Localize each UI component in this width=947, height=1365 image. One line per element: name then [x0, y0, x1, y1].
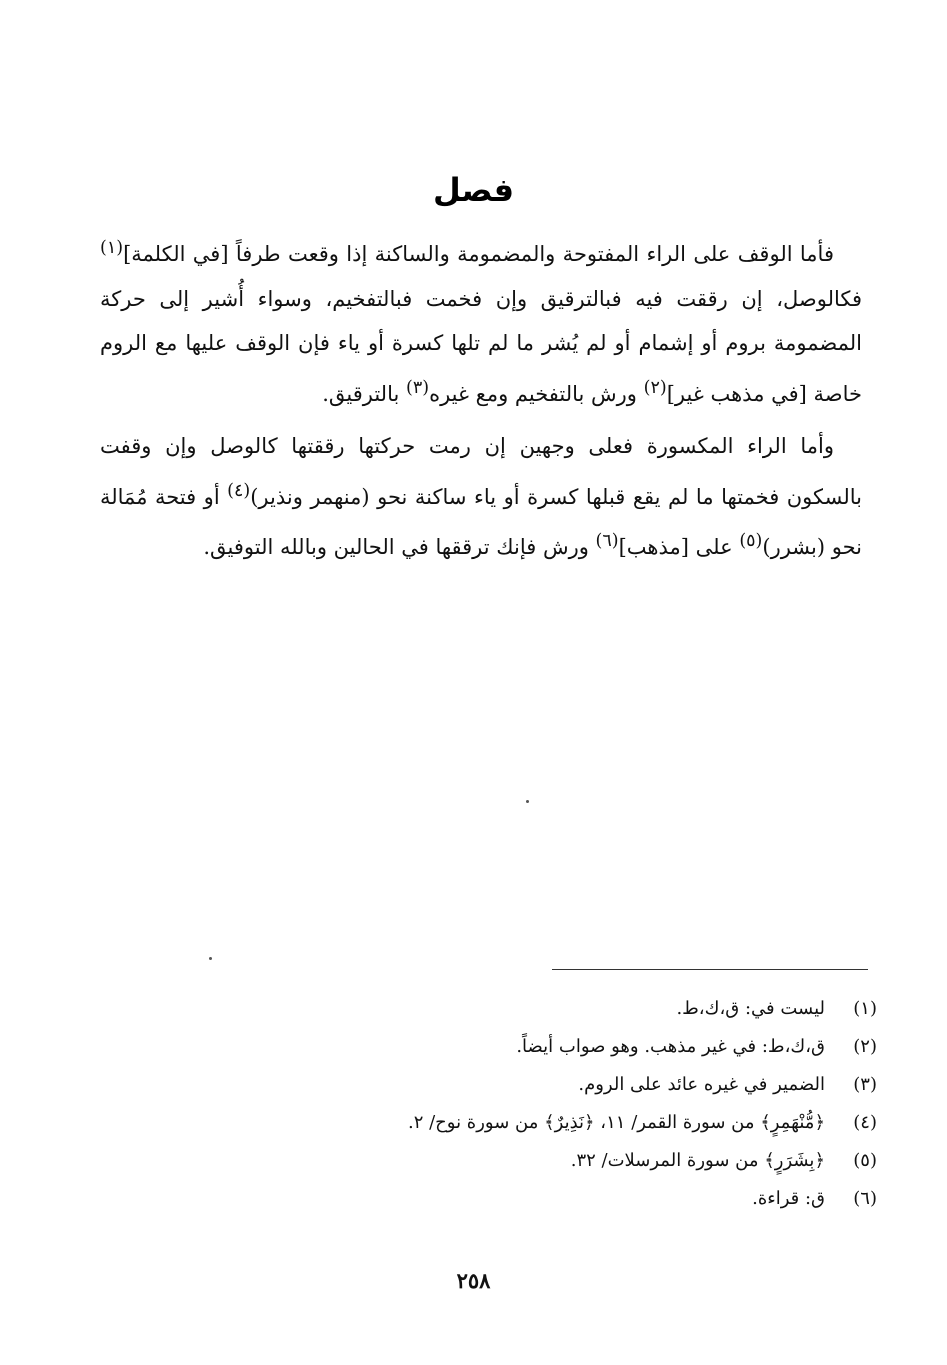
page-number: ٢٥٨: [456, 1268, 491, 1293]
footnote-ref: (٦): [595, 531, 619, 551]
paragraph: [100, 226, 862, 416]
text-run: ورش بالتفخيم ومع غيره: [429, 381, 644, 406]
section-title: فصل: [432, 171, 515, 209]
footnote-number: (٦): [853, 1188, 877, 1209]
text-run: وأما الراء المكسورة فعلى وجهين إن رمت حركتها رققتها كالوصل وإن وقفت بالسكون فخمتها ما لم يقع قبلها كسرة أو ياء ساكنة نحو (منهمر ونذير): [100, 434, 862, 509]
footnote-text: ق،ك،ط: في غير مذهب. وهو صواب أيضاً.: [516, 1036, 825, 1057]
main-text: [100, 226, 862, 570]
footnote-item: [300, 1028, 877, 1066]
footnote-number: (١): [853, 998, 877, 1019]
footnote-text: ﴿مُّنْهَمِرٍ﴾ من سورة القمر/ ١١، ﴿نَذِيرٌ﴾ من سورة نوح/ ٢.: [407, 1112, 825, 1133]
footnote-item: [300, 1142, 877, 1180]
text-run: على [مذهب]: [618, 535, 740, 559]
footnote-text: ﴿بِشَرَرٍ﴾ من سورة المرسلات/ ٣٢.: [570, 1150, 825, 1171]
text-run: أو فتحة مُمَالة نحو (بشرر): [100, 484, 862, 559]
text-run: ورش فإنك ترققها في الحالين وبالله التوفيق.: [203, 535, 596, 559]
footnote-ref: (٥): [739, 531, 763, 551]
footnote-separator: [552, 969, 868, 970]
footnotes: [300, 990, 877, 1218]
footnote-ref: (٣): [406, 377, 430, 398]
footnote-text: الضمير في غيره عائد على الروم.: [578, 1074, 825, 1095]
footnote-number: (٥): [853, 1150, 877, 1171]
scan-speck: [209, 957, 212, 960]
footnote-item: [300, 990, 877, 1028]
footnote-ref: (٢): [643, 377, 667, 398]
footnote-ref: (١): [100, 238, 124, 258]
text-run: فأما الوقف على الراء المفتوحة والمضمومة والساكنة إذا وقعت طرفاً [في الكلمة]: [123, 242, 834, 266]
footnote-item: [300, 1180, 877, 1218]
footnote-text: ق: قراءة.: [752, 1188, 825, 1209]
paragraph: [100, 424, 862, 570]
text-run: بالترقيق.: [322, 381, 406, 406]
footnote-text: ليست في: ق،ك،ط.: [676, 998, 825, 1019]
footnote-number: (٣): [853, 1074, 877, 1095]
scan-speck: [526, 800, 529, 803]
footnote-item: [300, 1104, 877, 1142]
footnote-number: (٤): [853, 1112, 877, 1133]
footnote-ref: (٤): [227, 480, 251, 501]
text-run: فكالوصل، إن رققت فيه فبالترقيق وإن فخمت فبالتفخيم، وسواء أُشير إلى حركة المضمومة بروم أو إشمام أو لم يُشر ما لم تلها كسرة أو ياء فإن الوقف عليها مع الروم خاصة [في مذهب غير]: [100, 286, 862, 406]
footnote-item: [300, 1066, 877, 1104]
footnote-number: (٢): [853, 1036, 877, 1057]
